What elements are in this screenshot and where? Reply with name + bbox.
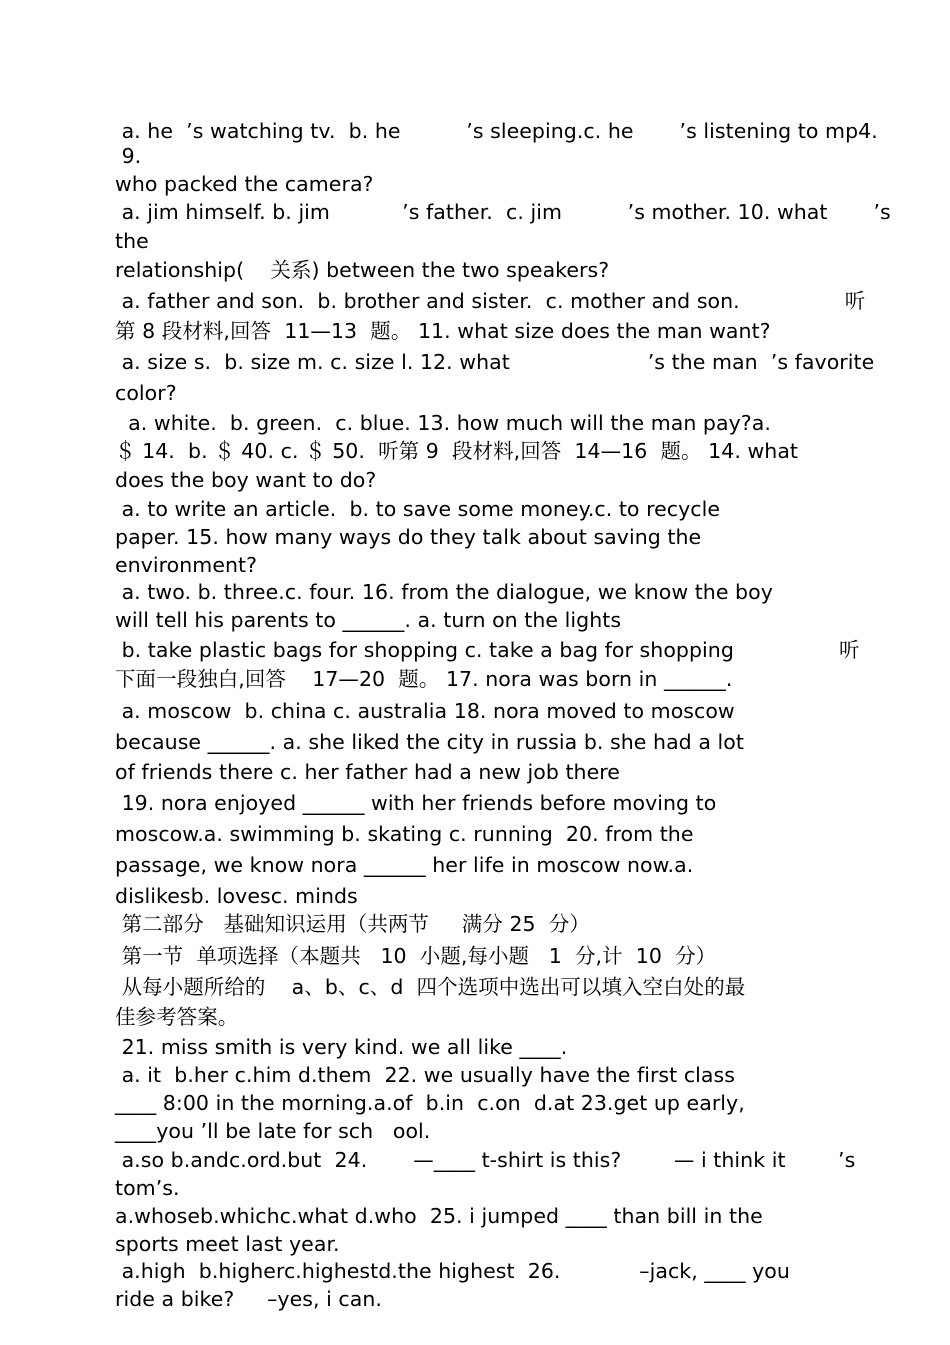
text-line: a. jim himself. b. jim ’s father. c. jim ’s mother. 10. what ’s bbox=[115, 200, 891, 224]
text-line: passage, we know nora ______ her life in moscow now.a. bbox=[115, 853, 694, 877]
text-line: 下面一段独白,回答 17—20 题。 17. nora was born in ______. bbox=[115, 667, 733, 691]
text-line: b. take plastic bags for shopping c. take a bag for shopping 听 bbox=[115, 638, 860, 662]
text-line: will tell his parents to ______. a. turn on the lights bbox=[115, 608, 622, 632]
text-line: environment? bbox=[115, 553, 258, 577]
text-line: a. white. b. green. c. blue. 13. how much will the man pay?a. bbox=[115, 411, 771, 435]
text-line: 21. miss smith is very kind. we all like ____. bbox=[115, 1035, 568, 1059]
text-line: ride a bike? –yes, i can. bbox=[115, 1287, 382, 1311]
text-line: a. he ’s watching tv. b. he ’s sleeping.c. he ’s listening to mp4. bbox=[115, 119, 878, 143]
text-line: the bbox=[115, 229, 149, 253]
text-line: 19. nora enjoyed ______ with her friends before moving to bbox=[115, 791, 717, 815]
text-line: does the boy want to do? bbox=[115, 468, 377, 492]
text-line: because ______. a. she liked the city in russia b. she had a lot bbox=[115, 730, 744, 754]
text-line: a.high b.higherc.highestd.the highest 26. –jack, ____ you bbox=[115, 1259, 790, 1283]
text-line: a.whoseb.whichc.what d.who 25. i jumped ____ than bill in the bbox=[115, 1204, 763, 1228]
text-line: 佳参考答案。 bbox=[115, 1005, 239, 1029]
text-line: ＄ 14. b. ＄ 40. c. ＄ 50. 听第 9 段材料,回答 14—16 题。 14. what bbox=[115, 439, 799, 463]
text-line: 9. bbox=[115, 144, 142, 168]
text-line: a. two. b. three.c. four. 16. from the dialogue, we know the boy bbox=[115, 580, 773, 604]
text-line: 第二部分 基础知识运用（共两节 满分 25 分） bbox=[115, 912, 590, 936]
text-line: relationship( 关系) between the two speakers? bbox=[115, 258, 610, 282]
text-line: a. size s. b. size m. c. size l. 12. what ’s the man ’s favorite bbox=[115, 350, 875, 374]
text-line: ____you ’ll be late for sch ool. bbox=[115, 1119, 431, 1143]
text-line: moscow.a. swimming b. skating c. running 20. from the bbox=[115, 822, 694, 846]
text-line: who packed the camera? bbox=[115, 172, 374, 196]
text-line: a. father and son. b. brother and sister. c. mother and son. 听 bbox=[115, 289, 866, 313]
text-line: dislikesb. lovesc. minds bbox=[115, 884, 358, 908]
text-line: paper. 15. how many ways do they talk about saving the bbox=[115, 525, 702, 549]
text-line: sports meet last year. bbox=[115, 1232, 340, 1256]
text-line: a. moscow b. china c. australia 18. nora moved to moscow bbox=[115, 699, 735, 723]
text-line: a. it b.her c.him d.them 22. we usually have the first class bbox=[115, 1063, 735, 1087]
text-line: ____ 8:00 in the morning.a.of b.in c.on d.at 23.get up early, bbox=[115, 1091, 745, 1115]
text-line: 第 8 段材料,回答 11—13 题。 11. what size does the man want? bbox=[115, 319, 771, 343]
text-line: color? bbox=[115, 381, 177, 405]
text-line: of friends there c. her father had a new job there bbox=[115, 760, 620, 784]
text-line: 第一节 单项选择（本题共 10 小题,每小题 1 分,计 10 分） bbox=[115, 944, 717, 968]
text-line: 从每小题所给的 a、b、c、d 四个选项中选出可以填入空白处的最 bbox=[115, 975, 746, 999]
text-line: tom’s. bbox=[115, 1176, 180, 1200]
text-line: a. to write an article. b. to save some money.c. to recycle bbox=[115, 497, 721, 521]
text-line: a.so b.andc.ord.but 24. —____ t-shirt is this? — i think it ’s bbox=[115, 1148, 856, 1172]
